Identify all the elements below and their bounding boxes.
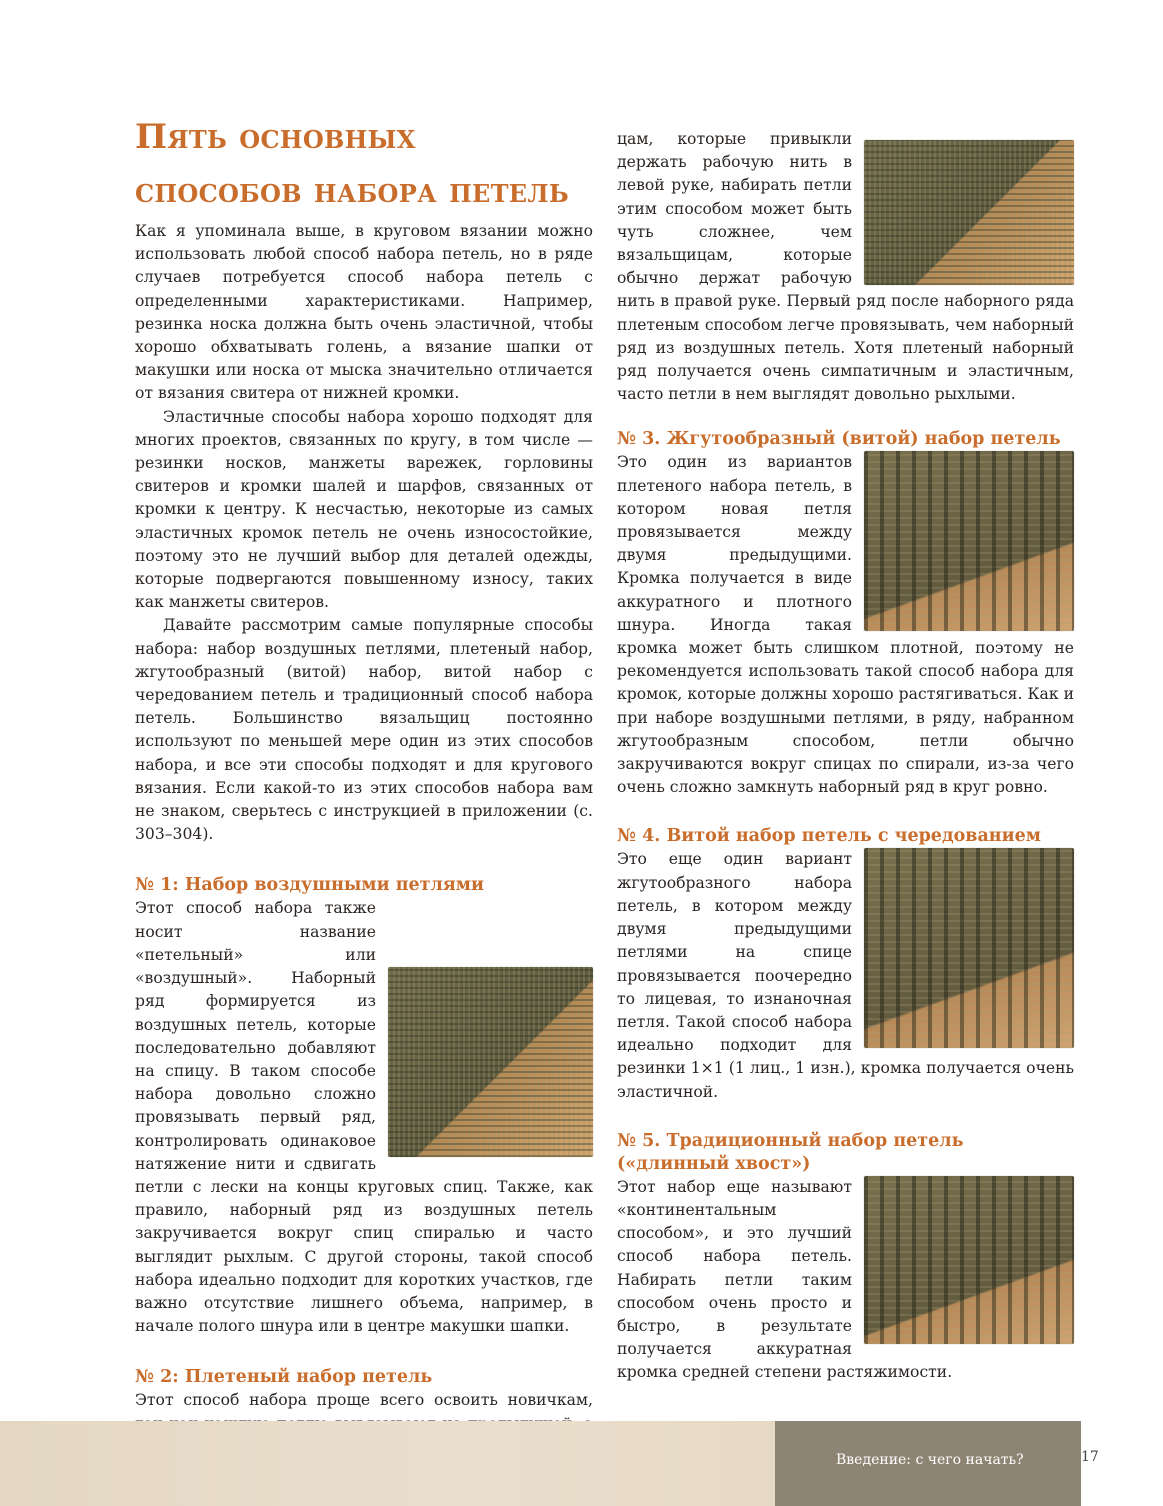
page-number: 17 — [1081, 1449, 1099, 1465]
photo-knit-swatch-4 — [864, 848, 1074, 1048]
section-1-text: Этот способ набора также носит название «петельный» или «воздушный». Наборный ряд формируется из воздушных петель, которые последовательно добавляют на спицу. В таком способе набора довольно сложно провязывать первый ряд, контролировать одинаковое натяжение нити и сдвигать петли с лески на концы круговых спиц. Также, как правило, наборный ряд из воздушных петель закручивается вокруг спиц спиралью и часто выглядит рыхлым. С другой стороны, такой способ набора идеально подходит для коротких участков, где важно отсутствие лишнего объема, например, в начале полого шнура или в центре макушки шапки. — [135, 899, 593, 1336]
left-column — [135, 220, 593, 1459]
title-line-2: способов набора петель — [135, 171, 570, 211]
section-3-heading: № 3. Жгутообразный (витой) набор петель — [617, 429, 1061, 450]
section-4-text: Это еще один вариант жгутообразного набора петель, в котором между двумя предыдущими петлями на спице провязывается поочередно то лицевая, то изнаночная петля. Такой способ набора идеально подходит для резинки 1×1 (1 лиц., 1 изн.), кромка получается очень эластичной. — [617, 850, 1074, 1101]
intro-paragraph-3: Давайте рассмотрим самые популярные способы набора: набор воздушных петлями, плетеный набор, жгутообразный (витой) набор, витой набор с чередованием петель и традиционный способ набора петель. Большинство вязальщиц постоянно используют по меньшей мере один из этих способов набора, и все эти способы подходят и для кругового вязания. Если какой-то из этих способов набора вам не знаком, сверьтесь с инструкцией в приложении (с. 303–304). — [135, 616, 593, 844]
page-number-box — [1081, 1421, 1163, 1506]
intro-paragraph-2: Эластичные способы набора хорошо подходят для многих проектов, связанных по кругу, в том числе — резинки носков, манжеты варежек, горловины свитеров и кромки шалей и шарфов, связанных от кромки к центру. К несчастью, некоторые из самых эластичных кромок петель не очень износостойкие, поэтому это не лучший выбор для деталей одежды, которые подвергаются повышенному износу, таких как манжеты свитеров. — [135, 407, 593, 612]
section-2-text: Этот способ набора проще всего освоить новичкам, — [135, 1391, 593, 1410]
footer-section-label: Введение: с чего начать? — [836, 1452, 1024, 1468]
section-2-continued: цам, которые привыкли держать рабочую нить в левой руке, набирать петли этим способом может быть чуть сложнее, чем вязальщицам, которые обычно держат рабочую нить в правой руке. Первый ряд после наборного ряда плетеным способом легче провязывать, чем наборный ряд из воздушных петель. Хотя плетеный наборный ряд получается очень симпатичным и эластичным, часто петли в нем выглядят довольно рыхлыми. — [617, 130, 1074, 404]
photo-knit-swatch-5 — [864, 1176, 1074, 1344]
title-line-1: Пять основных — [135, 117, 416, 157]
photo-knit-swatch-3 — [864, 451, 1074, 631]
intro-paragraph-1: Как я упоминала выше, в круговом вязании можно использовать любой способ набора петель, но в ряде случаев потребуется способ набора петель с определенными характеристиками. Например, резинка носка должна быть очень эластичной, чтобы хорошо обхватывать голень, а вязание шапки от макушки или носка от мыска значительно отличается от вязания свитера от нижней кромки. — [135, 222, 593, 403]
section-5-text: Этот набор еще называют «континентальным способом», и это лучший способ набора петель. Набирать петли таким способом очень просто и быстро, в результате получается аккуратная кромка средней степени растяжимости. — [617, 1177, 953, 1382]
section-1-heading: № 1: Набор воздушными петлями — [135, 875, 484, 896]
section-5-heading: № 5. Традиционный набор петель («длинный хвост») — [617, 1130, 964, 1174]
right-column — [617, 128, 1074, 1385]
photo-knit-swatch-2 — [864, 140, 1074, 285]
page-title — [135, 110, 605, 218]
photo-knit-swatch-1 — [388, 967, 593, 1157]
section-2-heading: № 2: Плетеный набор петель — [135, 1367, 433, 1388]
section-3-text: Это один из вариантов плетеного набора петель, в котором новая петля провязывается между двумя предыдущими. Кромка получается в виде аккуратного и плотного шнура. Иногда такая кромка может быть слишком плотной, поэтому не рекомендуется использовать такой способ набора для кромок, которые должны хорошо растягиваться. Как и при наборе воздушными петлями, в ряду, набранном жгутообразным способом, петли обычно закручиваются вокруг спицах по спирали, из-за чего очень сложно замкнуть наборный ряд в круг ровно. — [617, 453, 1074, 797]
section-4-heading: № 4. Витой набор петель с чередованием — [617, 826, 1041, 847]
